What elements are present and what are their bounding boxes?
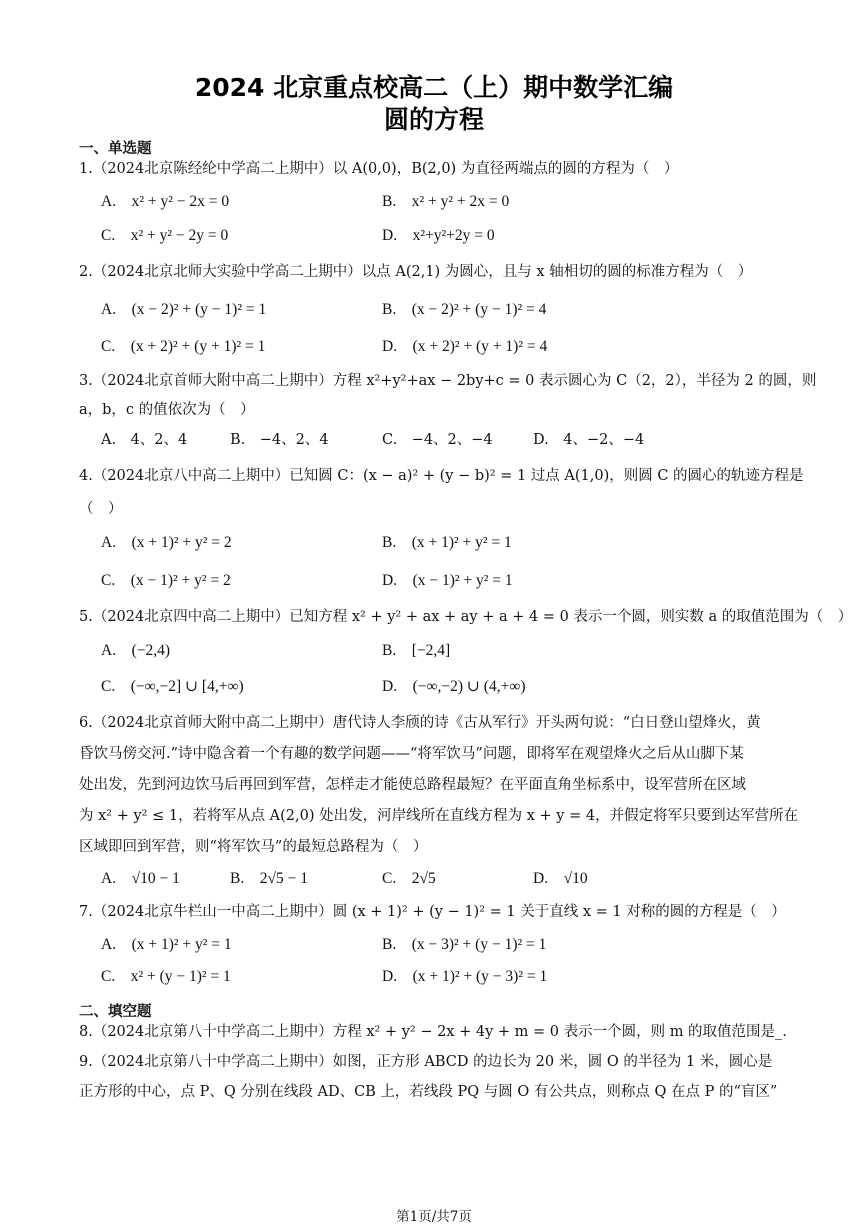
question-2-option-a: A. (x − 2)² + (y − 1)² = 1: [101, 301, 267, 318]
question-1-option-a: A. x² + y² − 2x = 0: [101, 193, 230, 210]
question-2-option-d: D. (x + 2)² + (y + 1)² = 4: [382, 338, 548, 355]
question-5-option-d: D. (−∞,−2) ∪ (4,+∞): [382, 678, 526, 695]
question-3-option-a: A. 4、2、4: [101, 432, 188, 448]
question-7-option-c: C. x² + (y − 1)² = 1: [101, 968, 231, 985]
question-6-line-3: 处出发，先到河边饮马后再回到军营，怎样走才能使总路程最短？在平面直角坐标系中，设军营所在区域: [79, 777, 746, 793]
question-7-option-d: D. (x + 1)² + (y − 3)² = 1: [382, 968, 548, 985]
question-2-option-c: C. (x + 2)² + (y + 1)² = 1: [101, 338, 266, 355]
question-1-option-b: B. x² + y² + 2x = 0: [382, 193, 510, 210]
question-7-option-a: A. (x + 1)² + y² = 1: [101, 936, 232, 953]
question-4-stem-line-1: 4.（2024北京八中高二上期中）已知圆 C：(x − a)² + (y − b)² = 1 过点 A(1,0)，则圆 C 的圆心的轨迹方程是: [79, 468, 804, 484]
question-1-option-d: D. x²+y²+2y = 0: [382, 227, 495, 244]
question-4-option-b: B. (x + 1)² + y² = 1: [382, 534, 512, 551]
question-4-option-c: C. (x − 1)² + y² = 2: [101, 572, 231, 589]
question-6-line-2: 昏饮马傍交河.”诗中隐含着一个有趣的数学问题——“将军饮马”问题，即将军在观望烽火之后从山脚下某: [79, 746, 744, 762]
section-heading-fill-in: 二、填空题: [79, 1004, 152, 1020]
question-4-option-d: D. (x − 1)² + y² = 1: [382, 572, 513, 589]
question-6-line-1: 6.（2024北京首师大附中高二上期中）唐代诗人李颀的诗《古从军行》开头两句说：“白日登山望烽火，黄: [79, 715, 761, 731]
question-7-option-b: B. (x − 3)² + (y − 1)² = 1: [382, 936, 547, 953]
question-5-stem: 5.（2024北京四中高二上期中）已知方程 x² + y² + ax + ay + a + 4 = 0 表示一个圆，则实数 a 的取值范围为（ ）: [79, 609, 853, 625]
question-6-option-b: B. 2√5 − 1: [230, 870, 308, 887]
question-6-option-c: C. 2√5: [382, 870, 436, 887]
question-9-line-2: 正方形的中心，点 P、Q 分别在线段 AD、CB 上，若线段 PQ 与圆 O 有公共点，则称点 Q 在点 P 的“盲区”: [79, 1084, 778, 1100]
question-3-option-c: C. −4、2、−4: [382, 432, 493, 448]
question-3-stem-line-1: 3.（2024北京首师大附中高二上期中）方程 x²+y²+ax − 2by+c = 0 表示圆心为 C（2，2），半径为 2 的圆，则: [79, 373, 817, 389]
question-5-option-a: A. (−2,4): [101, 642, 171, 659]
document-subtitle: 圆的方程: [383, 105, 484, 134]
question-3-stem-line-2: a，b，c 的值依次为（ ）: [79, 402, 255, 418]
question-8-stem: 8.（2024北京第八十中学高二上期中）方程 x² + y² − 2x + 4y + m = 0 表示一个圆，则 m 的取值范围是_.: [79, 1024, 787, 1040]
question-6-line-5: 区域即回到军营，则“将军饮马”的最短总路程为（ ）: [79, 839, 428, 855]
question-5-option-b: B. [−2,4]: [382, 642, 451, 659]
question-3-option-d: D. 4、−2、−4: [533, 432, 645, 448]
question-6-option-a: A. √10 − 1: [101, 870, 180, 887]
question-5-option-c: C. (−∞,−2] ∪ [4,+∞): [101, 678, 244, 695]
question-7-stem: 7.（2024北京牛栏山一中高二上期中）圆 (x + 1)² + (y − 1)² = 1 关于直线 x = 1 对称的圆的方程是（ ）: [79, 904, 786, 920]
question-4-stem-line-2: （ ）: [79, 501, 123, 517]
question-9-line-1: 9.（2024北京第八十中学高二上期中）如图，正方形 ABCD 的边长为 20 米，圆 O 的半径为 1 米，圆心是: [79, 1054, 773, 1070]
question-3-option-b: B. −4、2、4: [230, 432, 329, 448]
page-footer: 第1页/共7页: [396, 1209, 472, 1225]
question-1-stem: 1.（2024北京陈经纶中学高二上期中）以 A(0,0)，B(2,0) 为直径两端点的圆的方程为（ ）: [79, 161, 679, 177]
question-4-option-a: A. (x + 1)² + y² = 2: [101, 534, 232, 551]
question-1-option-c: C. x² + y² − 2y = 0: [101, 227, 229, 244]
document-title: 2024 北京重点校高二（上）期中数学汇编: [194, 73, 674, 102]
question-2-option-b: B. (x − 2)² + (y − 1)² = 4: [382, 301, 547, 318]
section-heading-single-choice: 一、单选题: [79, 141, 152, 157]
question-6-option-d: D. √10: [533, 870, 588, 887]
question-6-line-4: 为 x² + y² ≤ 1，若将军从点 A(2,0) 处出发，河岸线所在直线方程为 x + y = 4，并假定将军只要到达军营所在: [79, 808, 799, 824]
question-2-stem: 2.（2024北京北师大实验中学高二上期中）以点 A(2,1) 为圆心，且与 x 轴相切的圆的标准方程为（ ）: [79, 264, 753, 280]
